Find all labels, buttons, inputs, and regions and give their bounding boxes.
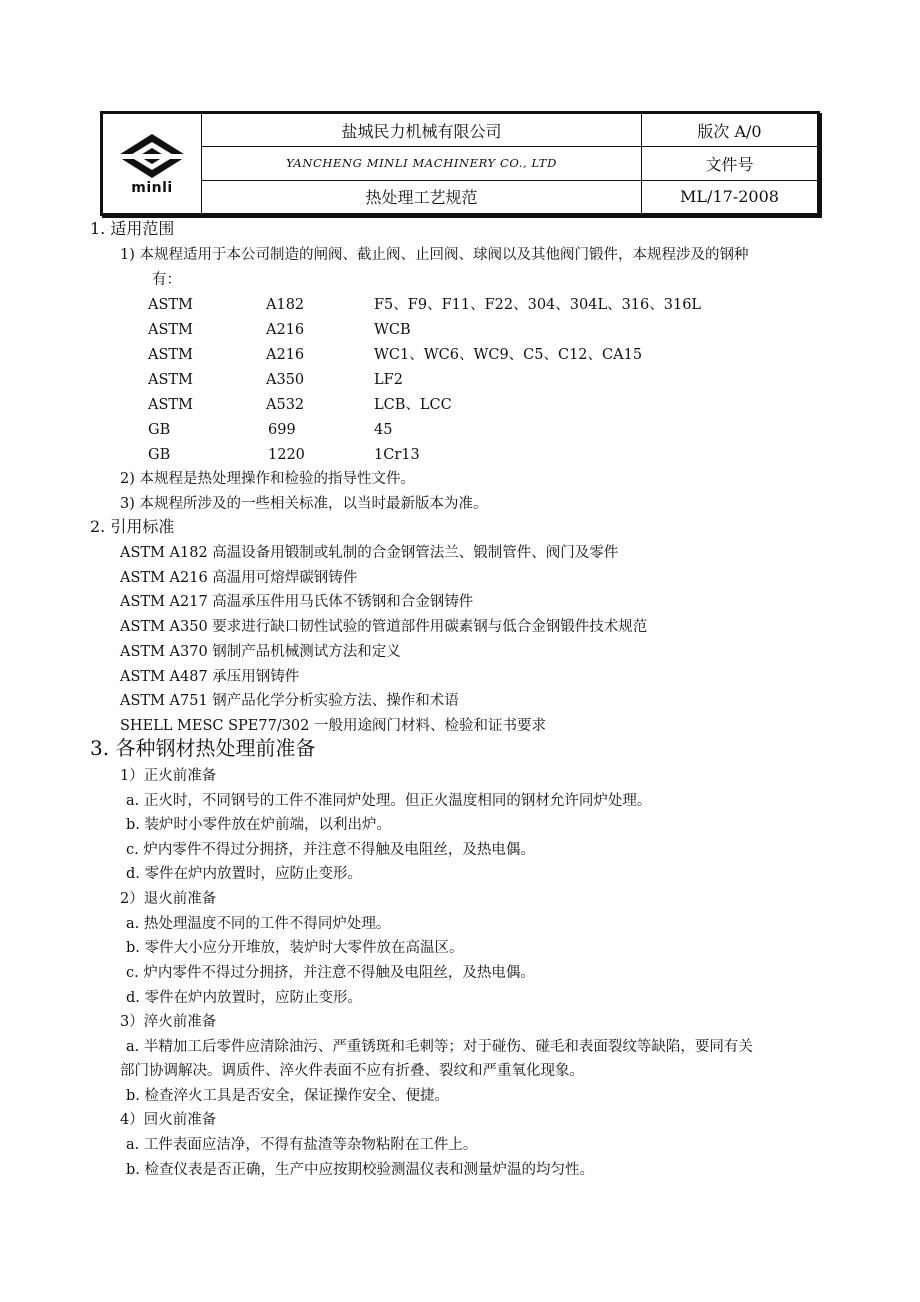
ref-item: SHELL MESC SPE77/302 一般用途阀门材料、检验和证书要求: [120, 718, 546, 734]
subsection-title: 3）淬火前准备: [120, 1014, 217, 1030]
steel-grades: 1Cr13: [374, 447, 420, 463]
subsection-title: 1）正火前准备: [120, 768, 217, 784]
steel-code: 1220: [268, 447, 305, 463]
list-item: a. 热处理温度不同的工件不得同炉处理。: [126, 916, 391, 932]
list-item: a. 半精加工后零件应清除油污、严重锈斑和毛刺等；对于碰伤、碰毛和表面裂纹等缺陷，要同有关: [126, 1039, 753, 1055]
ref-item: ASTM A350 要求进行缺口韧性试验的管道部件用碳素钢与低合金钢锻件技术规范: [120, 619, 648, 635]
steel-code: A216: [266, 347, 305, 363]
logo-cell: [103, 114, 202, 214]
list-item: d. 零件在炉内放置时，应防止变形。: [126, 866, 362, 882]
steel-std: ASTM: [148, 297, 193, 313]
doc-no-label: 文件号: [642, 147, 818, 180]
ref-item: ASTM A751 钢产品化学分析实验方法、操作和术语: [120, 693, 459, 709]
steel-grades: 45: [374, 422, 393, 438]
ref-item: ASTM A370 钢制产品机械测试方法和定义: [120, 644, 401, 660]
section-2-title: 2. 引用标准: [90, 517, 175, 536]
doc-title: 热处理工艺规范: [202, 180, 642, 213]
list-item: c. 炉内零件不得过分拥挤，并注意不得触及电阻丝，及热电偶。: [126, 965, 535, 981]
list-item: c. 炉内零件不得过分拥挤，并注意不得触及电阻丝，及热电偶。: [126, 842, 535, 858]
steel-std: GB: [148, 422, 171, 438]
steel-std: ASTM: [148, 397, 193, 413]
version: 版次 A/0: [642, 114, 818, 147]
steel-grades: LF2: [374, 372, 403, 388]
list-item: b. 检查淬火工具是否安全，保证操作安全、便捷。: [126, 1088, 449, 1104]
steel-code: A532: [266, 397, 305, 413]
list-item: a. 工件表面应洁净，不得有盐渣等杂物粘附在工件上。: [126, 1137, 478, 1153]
steel-grades: LCB、LCC: [374, 397, 452, 413]
company-logo: [103, 132, 201, 196]
steel-code: 699: [268, 422, 296, 438]
ref-item: ASTM A217 高温承压件用马氏体不锈钢和合金钢铸件: [120, 594, 474, 610]
s1-p2: 2) 本规程是热处理操作和检验的指导性文件。: [120, 471, 415, 487]
document-header: [100, 111, 820, 216]
header-table: [102, 113, 818, 214]
s1-p1-line2: 有：: [152, 272, 181, 288]
s1-p3: 3) 本规程所涉及的一些相关标准，以当时最新版本为准。: [120, 496, 488, 512]
minli-logo-icon: [115, 132, 189, 178]
ref-item: ASTM A487 承压用钢铸件: [120, 669, 300, 685]
list-item: b. 检查仪表是否正确，生产中应按期校验测温仪表和测量炉温的均匀性。: [126, 1162, 594, 1178]
ref-item: ASTM A182 高温设备用锻制或轧制的合金钢管法兰、锻制管件、阀门及零件: [120, 545, 619, 561]
section-1-title: 1. 适用范围: [90, 219, 175, 238]
list-item: a. 正火时，不同钢号的工件不准同炉处理。但正火温度相同的钢材允许同炉处理。: [126, 793, 652, 809]
doc-no: ML/17-2008: [642, 180, 818, 213]
logo-text: minli: [131, 179, 173, 196]
section-3-title: 3. 各种钢材热处理前准备: [90, 736, 316, 760]
subsection-title: 4）回火前准备: [120, 1112, 217, 1128]
list-item-continuation: 部门协调解决。调质件、淬火件表面不应有折叠、裂纹和严重氧化现象。: [120, 1063, 584, 1079]
steel-std: ASTM: [148, 322, 193, 338]
list-item: b. 零件大小应分开堆放，装炉时大零件放在高温区。: [126, 940, 464, 956]
ref-item: ASTM A216 高温用可熔焊碳钢铸件: [120, 570, 358, 586]
steel-code: A182: [266, 297, 305, 313]
steel-code: A350: [266, 372, 305, 388]
list-item: d. 零件在炉内放置时，应防止变形。: [126, 990, 362, 1006]
subsection-title: 2）退火前准备: [120, 891, 217, 907]
steel-std: ASTM: [148, 372, 193, 388]
steel-grades: WC1、WC6、WC9、C5、C12、CA15: [374, 347, 643, 363]
steel-grades: F5、F9、F11、F22、304、304L、316、316L: [374, 297, 702, 313]
steel-code: A216: [266, 322, 305, 338]
steel-std: ASTM: [148, 347, 193, 363]
steel-grades: WCB: [374, 322, 411, 338]
steel-std: GB: [148, 447, 171, 463]
list-item: b. 装炉时小零件放在炉前端，以利出炉。: [126, 817, 391, 833]
company-name-cn: 盐城民力机械有限公司: [202, 114, 642, 147]
company-name-en: YANCHENG MINLI MACHINERY CO., LTD: [202, 147, 642, 180]
s1-p1-line1: 1) 本规程适用于本公司制造的闸阀、截止阀、止回阀、球阀以及其他阀门锻件，本规程涉及的钢种: [120, 247, 749, 263]
